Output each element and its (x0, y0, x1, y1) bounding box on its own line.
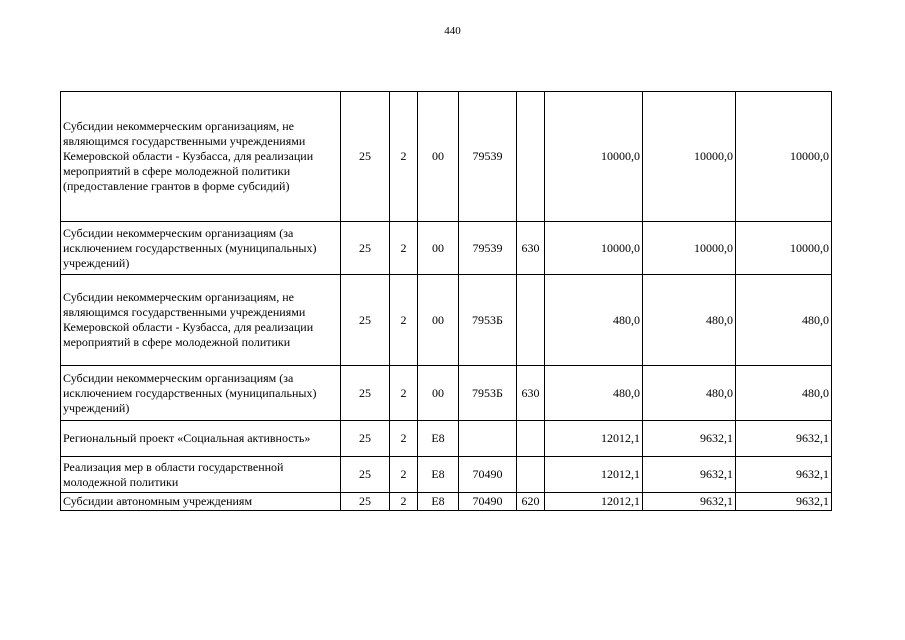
year2-amount-cell: 10000,0 (643, 222, 736, 275)
year1-amount-cell: 12012,1 (545, 457, 643, 493)
direction-cell: 79539 (459, 222, 517, 275)
section-cell: 25 (341, 493, 390, 511)
year2-amount-cell: 9632,1 (643, 457, 736, 493)
program-cell: Е8 (418, 421, 459, 457)
page-number: 440 (444, 25, 461, 37)
direction-cell: 7953Б (459, 366, 517, 421)
expense-type-cell: 620 (517, 493, 545, 511)
year1-amount-cell: 12012,1 (545, 493, 643, 511)
row-name-cell: Реализация мер в области государственной молодежной политики (61, 457, 341, 493)
table-row (61, 92, 832, 222)
expense-type-cell (517, 457, 545, 493)
year2-amount-cell: 10000,0 (643, 92, 736, 222)
program-cell: Е8 (418, 457, 459, 493)
section-cell: 25 (341, 222, 390, 275)
year2-amount-cell: 480,0 (643, 275, 736, 366)
year2-amount-cell: 9632,1 (643, 421, 736, 457)
year1-amount-cell: 10000,0 (545, 92, 643, 222)
year3-amount-cell: 9632,1 (736, 493, 832, 511)
year3-amount-cell: 480,0 (736, 275, 832, 366)
year3-amount-cell: 9632,1 (736, 457, 832, 493)
year1-amount-cell: 480,0 (545, 275, 643, 366)
program-cell: Е8 (418, 493, 459, 511)
subsection-cell: 2 (390, 366, 418, 421)
section-cell: 25 (341, 366, 390, 421)
year3-amount-cell: 10000,0 (736, 222, 832, 275)
year1-amount-cell: 12012,1 (545, 421, 643, 457)
section-cell: 25 (341, 92, 390, 222)
subsection-cell: 2 (390, 493, 418, 511)
program-cell: 00 (418, 366, 459, 421)
row-name-cell: Субсидии некоммерческим организациям (за исключением государственных (муниципальных) учреждений) (61, 222, 341, 275)
year3-amount-cell: 9632,1 (736, 421, 832, 457)
expense-type-cell: 630 (517, 366, 545, 421)
subsection-cell: 2 (390, 457, 418, 493)
direction-cell: 7953Б (459, 275, 517, 366)
row-name-cell: Субсидии некоммерческим организациям, не являющимся государственными учреждениями Кемеровской области - Кузбасса, для реализации мероприятий в сфере молодежной политики (61, 275, 341, 366)
section-cell: 25 (341, 421, 390, 457)
year2-amount-cell: 480,0 (643, 366, 736, 421)
row-name-cell: Субсидии автономным учреждениям (61, 493, 341, 511)
subsection-cell: 2 (390, 92, 418, 222)
program-cell: 00 (418, 275, 459, 366)
section-cell: 25 (341, 457, 390, 493)
direction-cell: 70490 (459, 493, 517, 511)
year3-amount-cell: 10000,0 (736, 92, 832, 222)
table-row (61, 275, 832, 366)
section-cell: 25 (341, 275, 390, 366)
program-cell: 00 (418, 92, 459, 222)
row-name-cell: Региональный проект «Социальная активность» (61, 421, 341, 457)
program-cell: 00 (418, 222, 459, 275)
year2-amount-cell: 9632,1 (643, 493, 736, 511)
expense-type-cell (517, 421, 545, 457)
expense-type-cell (517, 92, 545, 222)
row-name-cell: Субсидии некоммерческим организациям, не являющимся государственными учреждениями Кемеровской области - Кузбасса, для реализации мероприятий в сфере молодежной политики (предоставление грантов в форме субсидий) (61, 92, 341, 222)
direction-cell (459, 421, 517, 457)
year1-amount-cell: 480,0 (545, 366, 643, 421)
expense-type-cell (517, 275, 545, 366)
direction-cell: 79539 (459, 92, 517, 222)
table-row (61, 222, 832, 275)
expense-type-cell: 630 (517, 222, 545, 275)
subsection-cell: 2 (390, 421, 418, 457)
budget-table (60, 91, 832, 511)
table-row (61, 366, 832, 421)
year3-amount-cell: 480,0 (736, 366, 832, 421)
year1-amount-cell: 10000,0 (545, 222, 643, 275)
subsection-cell: 2 (390, 222, 418, 275)
table-row (61, 493, 832, 511)
table-row (61, 421, 832, 457)
subsection-cell: 2 (390, 275, 418, 366)
direction-cell: 70490 (459, 457, 517, 493)
row-name-cell: Субсидии некоммерческим организациям (за исключением государственных (муниципальных) учреждений) (61, 366, 341, 421)
table-row (61, 457, 832, 493)
